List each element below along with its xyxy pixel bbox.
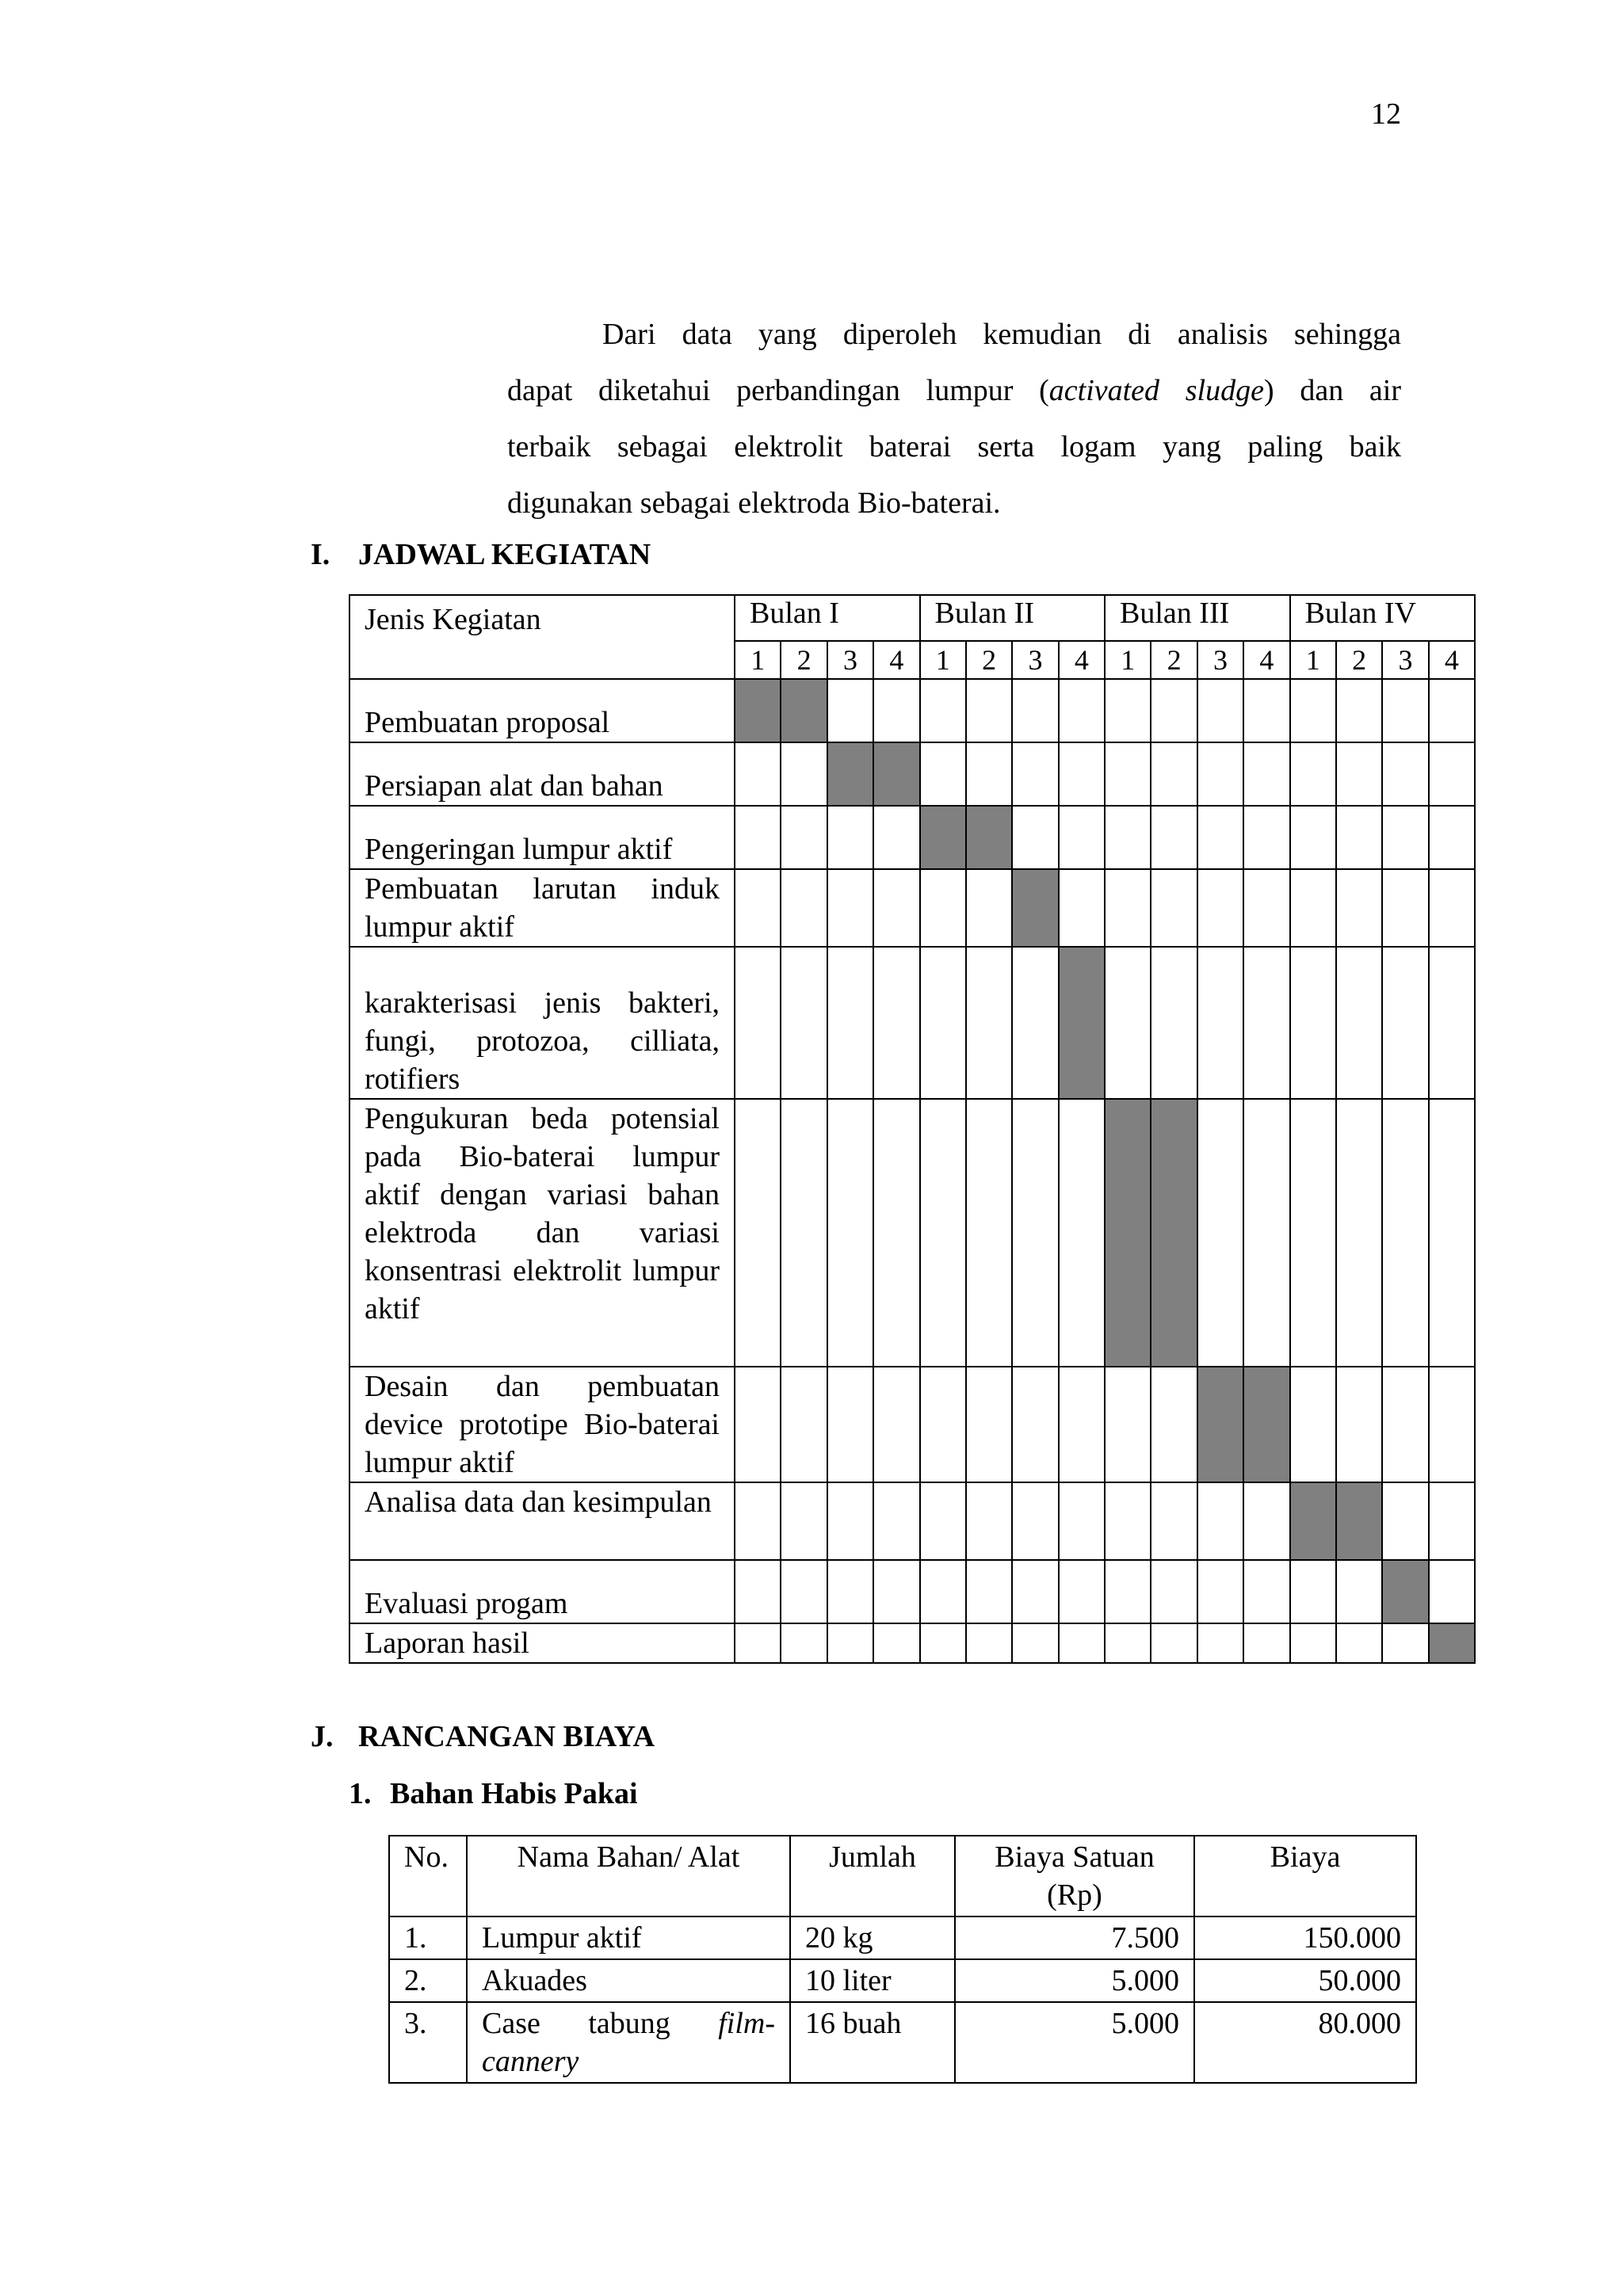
schedule-cell	[1336, 947, 1382, 1099]
schedule-cell	[781, 1560, 827, 1623]
schedule-cell-active	[1382, 1560, 1428, 1623]
schedule-row	[349, 742, 1475, 806]
activity-name: Pembuatan larutan induk lumpur aktif	[349, 869, 735, 947]
schedule-cell	[1197, 1099, 1243, 1367]
cell-no: 3.	[389, 2002, 467, 2083]
schedule-row	[349, 1482, 1475, 1560]
activity-name: Pengukuran beda potensial pada Bio-baterai lumpur aktif dengan variasi bahan elektroda dan variasi konsentrasi elektrolit lumpur aktif	[349, 1099, 735, 1367]
table-row	[389, 1959, 1416, 2002]
schedule-cell	[1243, 869, 1289, 947]
schedule-cell	[1105, 742, 1151, 806]
schedule-cell	[966, 1367, 1012, 1482]
schedule-cell	[966, 742, 1012, 806]
schedule-cell	[1151, 869, 1197, 947]
schedule-cell	[873, 1099, 919, 1367]
schedule-cell	[735, 947, 781, 1099]
schedule-cell	[1012, 742, 1058, 806]
schedule-cell	[920, 1482, 966, 1560]
schedule-cell	[1151, 742, 1197, 806]
schedule-cell	[873, 1482, 919, 1560]
cell-name: Lumpur aktif	[467, 1917, 790, 1959]
week-header: 4	[1059, 641, 1105, 679]
schedule-cell	[781, 806, 827, 869]
activity-name: Persiapan alat dan bahan	[349, 742, 735, 806]
schedule-cell	[1105, 1367, 1151, 1482]
week-header: 3	[1382, 641, 1428, 679]
schedule-cell	[920, 1623, 966, 1663]
schedule-cell	[1336, 1560, 1382, 1623]
schedule-cell	[781, 947, 827, 1099]
schedule-cell-active	[873, 742, 919, 806]
schedule-cell	[1105, 869, 1151, 947]
schedule-cell	[781, 1482, 827, 1560]
schedule-cell	[1151, 1623, 1197, 1663]
activity-name: Laporan hasil	[349, 1623, 735, 1663]
schedule-cell	[1243, 1560, 1289, 1623]
schedule-cell	[966, 679, 1012, 742]
paragraph-line: digunakan sebagai elektroda Bio-baterai.	[507, 486, 1001, 520]
schedule-cell	[1197, 742, 1243, 806]
schedule-cell	[827, 1560, 873, 1623]
paragraph-line: terbaik sebagai elektrolit baterai serta logam yang paling baik	[507, 430, 1401, 463]
schedule-cell	[1059, 1367, 1105, 1482]
schedule-cell	[1429, 679, 1475, 742]
schedule-cell-active	[827, 742, 873, 806]
week-header: 4	[1243, 641, 1289, 679]
schedule-table	[349, 594, 1476, 1664]
month-header: Bulan IV	[1290, 595, 1476, 641]
cell-unit-cost: 5.000	[955, 2002, 1194, 2083]
schedule-cell	[1429, 1367, 1475, 1482]
week-header: 4	[873, 641, 919, 679]
schedule-cell	[966, 869, 1012, 947]
schedule-cell	[1197, 1623, 1243, 1663]
schedule-cell-active	[1336, 1482, 1382, 1560]
schedule-cell	[1382, 1482, 1428, 1560]
schedule-cell	[966, 1623, 1012, 1663]
schedule-cell	[1105, 679, 1151, 742]
week-header: 3	[1012, 641, 1058, 679]
month-header: Bulan III	[1105, 595, 1290, 641]
col-header-name: Nama Bahan/ Alat	[467, 1836, 790, 1917]
schedule-cell	[873, 947, 919, 1099]
schedule-cell	[1151, 679, 1197, 742]
schedule-cell-active	[1105, 1099, 1151, 1367]
schedule-cell	[1243, 1482, 1289, 1560]
week-header: 1	[1290, 641, 1336, 679]
activity-name: Desain dan pembuatan device prototipe Bio-baterai lumpur aktif	[349, 1367, 735, 1482]
schedule-cell	[1105, 806, 1151, 869]
schedule-cell	[1336, 869, 1382, 947]
cell-qty: 20 kg	[790, 1917, 955, 1959]
schedule-cell	[1429, 869, 1475, 947]
activity-header: Jenis Kegiatan	[349, 595, 735, 679]
schedule-cell	[1336, 1367, 1382, 1482]
cell-cost: 80.000	[1194, 2002, 1416, 2083]
section-heading-jadwal: I. JADWAL KEGIATAN	[311, 538, 651, 571]
schedule-cell	[1012, 1367, 1058, 1482]
schedule-cell	[1105, 1623, 1151, 1663]
schedule-cell	[1382, 1099, 1428, 1367]
schedule-cell	[1059, 806, 1105, 869]
activity-name: Evaluasi progam	[349, 1560, 735, 1623]
schedule-cell	[1382, 1623, 1428, 1663]
schedule-cell	[1429, 1099, 1475, 1367]
schedule-cell-active	[1243, 1367, 1289, 1482]
schedule-cell	[1243, 679, 1289, 742]
schedule-cell-active	[781, 679, 827, 742]
schedule-cell	[735, 1099, 781, 1367]
schedule-cell	[1151, 947, 1197, 1099]
schedule-cell	[1012, 679, 1058, 742]
schedule-cell-active	[735, 679, 781, 742]
schedule-cell	[827, 1367, 873, 1482]
schedule-cell	[735, 1623, 781, 1663]
schedule-cell	[1429, 947, 1475, 1099]
schedule-cell	[827, 1623, 873, 1663]
schedule-cell	[1012, 1099, 1058, 1367]
week-header: 2	[966, 641, 1012, 679]
schedule-cell	[1336, 1099, 1382, 1367]
week-header: 2	[1151, 641, 1197, 679]
schedule-cell	[1059, 869, 1105, 947]
schedule-cell	[1290, 1099, 1336, 1367]
schedule-cell	[1290, 1623, 1336, 1663]
cell-unit-cost: 5.000	[955, 1959, 1194, 2002]
activity-name: karakterisasi jenis bakteri, fungi, protozoa, cilliata, rotifiers	[349, 947, 735, 1099]
schedule-cell	[1290, 806, 1336, 869]
schedule-cell	[1429, 1482, 1475, 1560]
week-header: 1	[735, 641, 781, 679]
schedule-cell	[1059, 1482, 1105, 1560]
schedule-cell	[1290, 679, 1336, 742]
subsection-heading: 1. Bahan Habis Pakai	[349, 1777, 638, 1810]
activity-name: Pengeringan lumpur aktif	[349, 806, 735, 869]
schedule-cell	[735, 806, 781, 869]
schedule-cell	[1382, 679, 1428, 742]
paragraph-line: Dari data yang diperoleh kemudian di analisis sehingga	[602, 318, 1401, 351]
schedule-cell	[966, 1482, 1012, 1560]
cell-cost: 150.000	[1194, 1917, 1416, 1959]
schedule-cell	[1197, 947, 1243, 1099]
cell-name: Case tabung film-cannery	[467, 2002, 790, 2083]
week-header: 3	[827, 641, 873, 679]
schedule-cell	[1382, 869, 1428, 947]
schedule-cell	[827, 947, 873, 1099]
budget-table	[388, 1835, 1417, 2084]
schedule-cell	[1382, 1367, 1428, 1482]
schedule-cell	[966, 947, 1012, 1099]
schedule-cell-active	[1429, 1623, 1475, 1663]
col-header-no: No.	[389, 1836, 467, 1917]
schedule-cell	[966, 1099, 1012, 1367]
schedule-cell	[873, 806, 919, 869]
cell-unit-cost: 7.500	[955, 1917, 1194, 1959]
schedule-cell	[1336, 806, 1382, 869]
schedule-cell	[966, 1560, 1012, 1623]
schedule-cell	[873, 679, 919, 742]
schedule-row	[349, 679, 1475, 742]
schedule-cell	[827, 806, 873, 869]
schedule-cell	[920, 869, 966, 947]
schedule-cell	[735, 742, 781, 806]
schedule-cell	[1429, 742, 1475, 806]
paragraph-line: dapat diketahui perbandingan lumpur (activated sludge) dan air	[507, 374, 1402, 407]
week-header: 4	[1429, 641, 1475, 679]
schedule-cell	[827, 1482, 873, 1560]
col-header-unit-cost: Biaya Satuan (Rp)	[955, 1836, 1194, 1917]
cell-no: 1.	[389, 1917, 467, 1959]
schedule-row	[349, 869, 1475, 947]
cell-qty: 10 liter	[790, 1959, 955, 2002]
schedule-cell	[1243, 806, 1289, 869]
schedule-cell	[1382, 947, 1428, 1099]
schedule-row	[349, 947, 1475, 1099]
schedule-cell	[1012, 806, 1058, 869]
schedule-cell	[1243, 1099, 1289, 1367]
schedule-cell	[1105, 947, 1151, 1099]
schedule-cell	[1012, 947, 1058, 1099]
col-header-qty: Jumlah	[790, 1836, 955, 1917]
schedule-cell	[1197, 679, 1243, 742]
schedule-cell	[735, 1482, 781, 1560]
schedule-cell	[1059, 1560, 1105, 1623]
schedule-cell	[1197, 806, 1243, 869]
schedule-cell	[1151, 1367, 1197, 1482]
schedule-cell	[1059, 742, 1105, 806]
cell-cost: 50.000	[1194, 1959, 1416, 2002]
schedule-cell	[781, 742, 827, 806]
schedule-cell	[920, 742, 966, 806]
schedule-cell	[1105, 1482, 1151, 1560]
schedule-cell-active	[966, 806, 1012, 869]
week-header: 3	[1197, 641, 1243, 679]
schedule-cell-active	[1012, 869, 1058, 947]
schedule-cell	[1290, 1367, 1336, 1482]
schedule-cell	[873, 869, 919, 947]
week-header: 2	[781, 641, 827, 679]
schedule-cell-active	[1151, 1099, 1197, 1367]
schedule-cell	[920, 1560, 966, 1623]
schedule-cell	[1290, 947, 1336, 1099]
table-row	[389, 1917, 1416, 1959]
cell-name: Akuades	[467, 1959, 790, 2002]
section-heading-biaya: J. RANCANGAN BIAYA	[311, 1720, 655, 1753]
schedule-cell-active	[1197, 1367, 1243, 1482]
cell-no: 2.	[389, 1959, 467, 2002]
schedule-cell	[781, 1099, 827, 1367]
schedule-cell	[781, 1623, 827, 1663]
cell-qty: 16 buah	[790, 2002, 955, 2083]
schedule-cell	[1429, 1560, 1475, 1623]
schedule-cell	[781, 869, 827, 947]
schedule-cell	[735, 869, 781, 947]
schedule-cell	[1059, 1099, 1105, 1367]
schedule-cell	[827, 869, 873, 947]
month-header: Bulan I	[735, 595, 920, 641]
schedule-cell	[873, 1560, 919, 1623]
schedule-cell	[920, 1367, 966, 1482]
activity-name: Pembuatan proposal	[349, 679, 735, 742]
schedule-cell	[1197, 1560, 1243, 1623]
schedule-cell	[873, 1623, 919, 1663]
col-header-cost: Biaya	[1194, 1836, 1416, 1917]
schedule-row	[349, 1560, 1475, 1623]
schedule-cell	[781, 1367, 827, 1482]
schedule-cell	[1012, 1482, 1058, 1560]
schedule-cell	[1382, 742, 1428, 806]
schedule-cell	[1151, 806, 1197, 869]
schedule-cell-active	[920, 806, 966, 869]
schedule-cell	[1429, 806, 1475, 869]
week-header: 1	[1105, 641, 1151, 679]
schedule-cell	[1059, 1623, 1105, 1663]
schedule-cell	[735, 1560, 781, 1623]
page-number: 12	[1371, 97, 1401, 131]
schedule-cell	[1336, 1623, 1382, 1663]
month-header: Bulan II	[920, 595, 1106, 641]
schedule-cell	[1290, 742, 1336, 806]
body-paragraph	[507, 307, 1401, 532]
schedule-cell	[873, 1367, 919, 1482]
schedule-cell	[1059, 679, 1105, 742]
schedule-cell	[920, 947, 966, 1099]
schedule-cell	[1290, 1560, 1336, 1623]
schedule-cell	[1290, 869, 1336, 947]
schedule-cell	[1197, 1482, 1243, 1560]
schedule-row	[349, 806, 1475, 869]
schedule-cell	[827, 679, 873, 742]
schedule-cell	[1105, 1560, 1151, 1623]
schedule-cell	[1243, 947, 1289, 1099]
schedule-cell	[1336, 679, 1382, 742]
schedule-row	[349, 1367, 1475, 1482]
schedule-row	[349, 1623, 1475, 1663]
table-row	[389, 2002, 1416, 2083]
schedule-cell	[1197, 869, 1243, 947]
week-header: 1	[920, 641, 966, 679]
activity-name: Analisa data dan kesimpulan	[349, 1482, 735, 1560]
schedule-cell	[1243, 1623, 1289, 1663]
schedule-row	[349, 1099, 1475, 1367]
week-header: 2	[1336, 641, 1382, 679]
schedule-cell	[1012, 1560, 1058, 1623]
schedule-cell	[1243, 742, 1289, 806]
schedule-cell	[1012, 1623, 1058, 1663]
schedule-cell	[735, 1367, 781, 1482]
schedule-cell	[1336, 742, 1382, 806]
schedule-cell	[1151, 1482, 1197, 1560]
schedule-cell	[1151, 1560, 1197, 1623]
schedule-cell-active	[1059, 947, 1105, 1099]
schedule-cell	[920, 679, 966, 742]
schedule-cell-active	[1290, 1482, 1336, 1560]
schedule-cell	[920, 1099, 966, 1367]
schedule-cell	[827, 1099, 873, 1367]
schedule-cell	[1382, 806, 1428, 869]
